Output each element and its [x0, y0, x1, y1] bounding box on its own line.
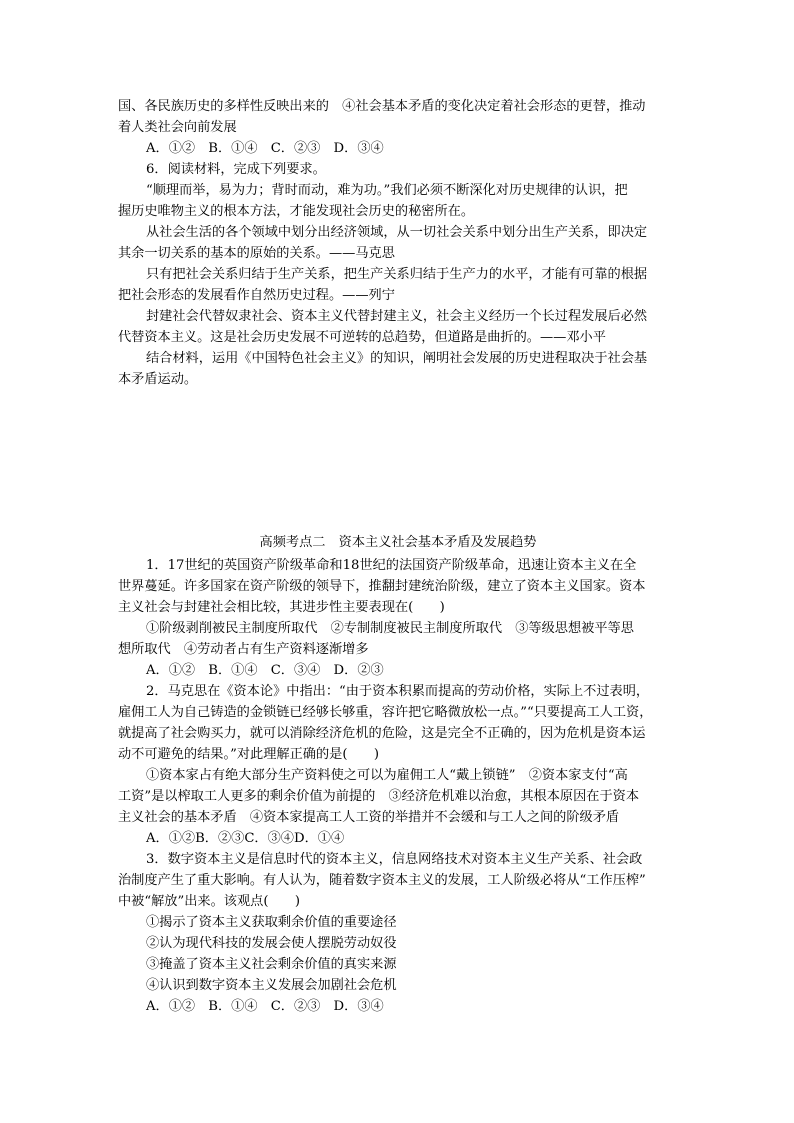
- q2-options-line-3: 主义社会的基本矛盾 ④资本家提高工人工资的举措并不会缓和与工人之间的阶级矛盾: [118, 810, 620, 825]
- question-1: [118, 555, 678, 681]
- q3-line-1: 3．数字资本主义是信息时代的资本主义，信息网络技术对资本主义生产关系、社会政: [146, 852, 643, 867]
- q3-line-3: 中被“解放”出来。该观点( ): [118, 894, 301, 909]
- q6-quote1-line-1: “顺理而举，易为力；背时而动，难为功。”我们必须不断深化对历史规律的认识，把: [146, 183, 628, 198]
- q3-option-3: ③掩盖了资本主义社会剩余价值的真实来源: [146, 957, 397, 972]
- q1-line-3: 主义社会与封建社会相比较，其进步性主要表现在( ): [118, 600, 445, 615]
- q1-answer-choices: A．①② B．①④ C．③④ D．②③: [146, 663, 384, 678]
- q6-task: [118, 348, 678, 390]
- q6-material-1: [118, 180, 678, 222]
- q5-tail-line-1: 国、各民族历史的多样性反映出来的 ④社会基本矛盾的变化决定着社会形态的更替，推动: [118, 99, 646, 114]
- section-continued-questions: [118, 96, 678, 390]
- q5-options: A．①② B．①④ C．②③ D．③④: [146, 141, 384, 156]
- section-heading: 高频考点二 资本主义社会基本矛盾及发展趋势: [259, 535, 537, 550]
- q3-answer-choices: A．①② B．①④ C．②③ D．③④: [146, 999, 384, 1014]
- q2-line-4: 动不可避免的结果。”对此理解正确的是( ): [118, 747, 379, 762]
- q3-option-1: ①揭示了资本主义获取剩余价值的重要途径: [146, 915, 397, 930]
- q6-quote2-line-1: 从社会生活的各个领域中划分出经济领域，从一切社会关系中划分出生产关系，即决定: [146, 225, 648, 240]
- q6-quote4-line-1: 封建社会代替奴隶社会、资本主义代替封建主义，社会主义经历一个长过程发展后必然: [146, 309, 648, 324]
- section-high-frequency-2: [118, 532, 678, 1017]
- q6-task-line-1: 结合材料，运用《中国特色社会主义》的知识，阐明社会发展的历史进程取决于社会基: [146, 351, 648, 366]
- q3-option-2: ②认为现代科技的发展会使人摆脱劳动奴役: [146, 936, 397, 951]
- q2-options-line-2: 工资”是以榨取工人更多的剩余价值为前提的 ③经济危机难以治愈，其根本原因在于资本: [118, 789, 640, 804]
- q6-quote4-line-2: 代替资本主义。这是社会历史发展不可逆转的总趋势，但道路是曲折的。——邓小平: [118, 330, 606, 345]
- q6-quote3-line-2: 把社会形态的发展看作自然历史过程。——列宁: [118, 288, 395, 303]
- q2-line-3: 就提高了社会购买力，就可以消除经济危机的危险，这是完全不正确的，因为危机是资本运: [118, 726, 646, 741]
- q5-tail-line-2: 着人类社会向前发展: [118, 120, 237, 135]
- q1-options-line-1: ①阶级剥削被民主制度所取代 ②专制制度被民主制度所取代 ③等级思想被平等思: [146, 621, 634, 636]
- q6-task-line-2: 本矛盾运动。: [118, 372, 198, 387]
- q6-quote2-line-2: 其余一切关系的基本的原始的关系。——马克思: [118, 246, 395, 261]
- q6-material-2: [118, 222, 678, 264]
- q2-line-1: 2．马克思在《资本论》中指出：“由于资本积累而提高的劳动价格，实际上不过表明，: [146, 684, 650, 699]
- q1-line-2: 世界蔓延。许多国家在资产阶级的领导下，推翻封建统治阶级，建立了资本主义国家。资本: [118, 579, 646, 594]
- q6-quote3-line-1: 只有把社会关系归结于生产关系，把生产关系归结于生产力的水平，才能有可靠的根据: [146, 267, 648, 282]
- q2-answer-choices: A．①②B．②③C．③④D．①④: [146, 831, 345, 846]
- q1-line-1: 1．17世纪的英国资产阶级革命和18世纪的法国资产阶级革命，迅速让资本主义在全: [146, 558, 637, 573]
- question-2: [118, 681, 678, 849]
- q6-material-4: [118, 306, 678, 348]
- q6-stem: 6．阅读材料，完成下列要求。: [146, 162, 326, 177]
- q6-quote1-line-2: 握历史唯物主义的根本方法，才能发现社会历史的秘密所在。: [118, 204, 475, 219]
- q3-line-2: 治制度产生了重大影响。有人认为，随着数字资本主义的发展，工人阶级必将从“工作压榨”: [118, 873, 646, 888]
- question-3: [118, 849, 678, 1017]
- q6-material-3: [118, 264, 678, 306]
- q2-line-2: 雇佣工人为自己铸造的金锁链已经够长够重，容许把它略微放松一点。”“只要提高工人工资，: [118, 705, 653, 720]
- q1-options-line-2: 想所取代 ④劳动者占有生产资料逐渐增多: [118, 642, 369, 657]
- q3-option-4: ④认识到数字资本主义发展会加剧社会危机: [146, 978, 397, 993]
- q2-options-line-1: ①资本家占有绝大部分生产资料使之可以为雇佣工人“戴上锁链” ②资本家支付“高: [146, 768, 628, 783]
